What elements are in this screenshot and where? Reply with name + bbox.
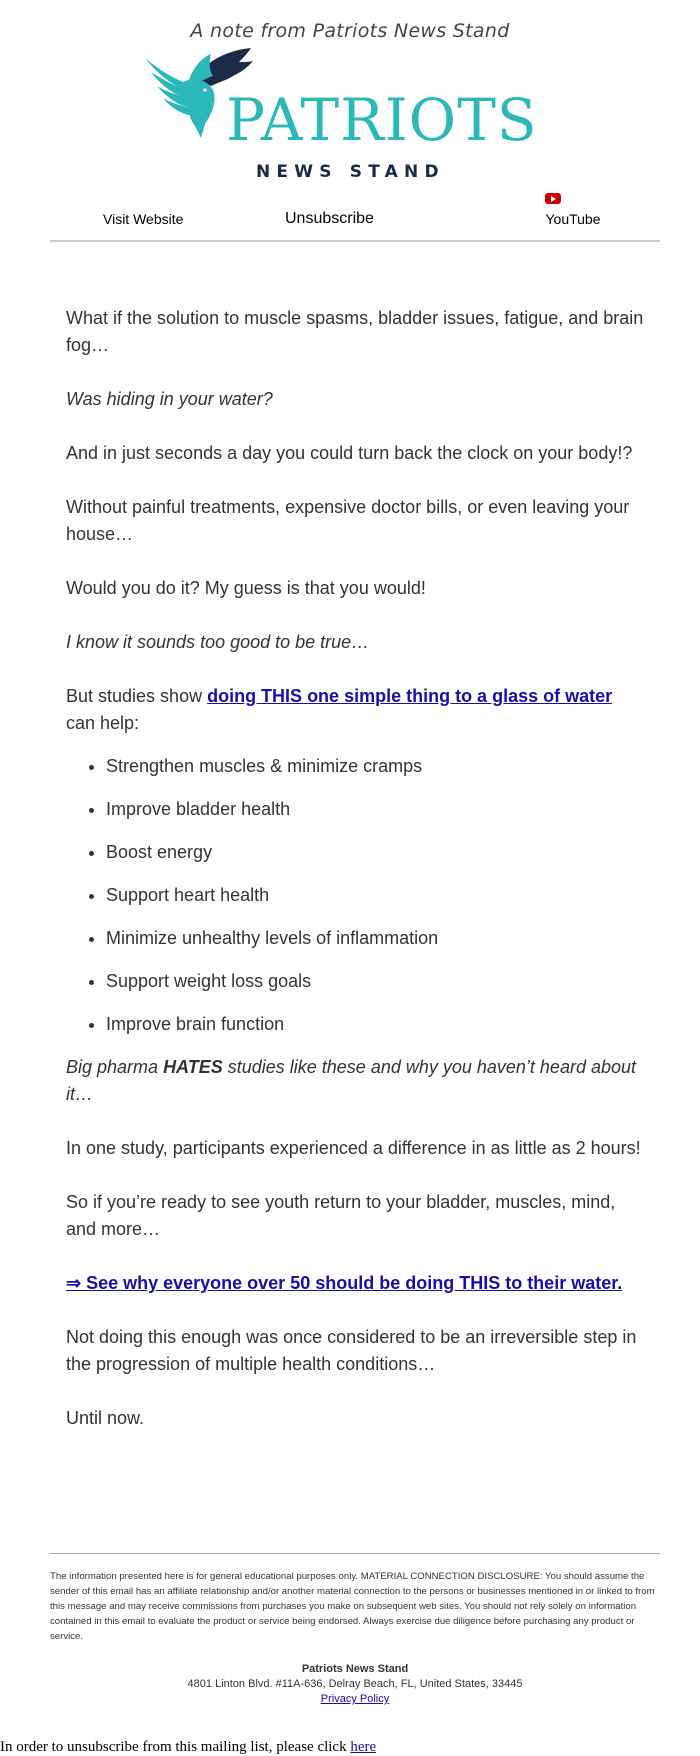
paragraph-clock: And in just seconds a day you could turn back the clock on your body!? xyxy=(66,443,633,463)
paragraph-water xyxy=(66,386,646,413)
benefit-item: • Support weight loss goals xyxy=(106,968,646,995)
unsubscribe-footer-text: In order to unsubscribe from this mailing list, please click xyxy=(0,1739,351,1755)
visit-website-link[interactable]: Visit Website xyxy=(103,211,184,227)
unsubscribe-here-link[interactable]: here xyxy=(350,1739,377,1755)
paragraph-irreversible: Not doing this enough was once considered to be an irreversible step in the progression of multiple health conditions… xyxy=(66,1327,637,1374)
cta-link[interactable]: ⇒ See why everyone over 50 should be doing THIS to their water. xyxy=(66,1273,623,1293)
privacy-policy-link[interactable]: Privacy Policy xyxy=(320,1693,390,1705)
paragraph-no-treatment: Without painful treatments, expensive doctor bills, or even leaving your house… xyxy=(66,497,630,544)
benefit-item: • Improve brain function xyxy=(106,1011,646,1038)
paragraph-until-now: Until now. xyxy=(66,1408,145,1428)
paragraph-cta xyxy=(66,1270,646,1297)
header-tagline: A note from Patriots News Stand xyxy=(190,20,510,42)
italic-water-question: Was hiding in your water? xyxy=(66,389,273,409)
company-name: Patriots News Stand xyxy=(301,1663,409,1675)
italic-big-pharma xyxy=(66,1057,636,1104)
glass-of-water-link[interactable]: doing THIS one simple thing to a glass of water xyxy=(207,686,613,706)
email-body xyxy=(66,305,646,1459)
logo-subtitle: NEWS STAND xyxy=(256,162,445,182)
benefit-item: • Minimize unhealthy levels of inflammation xyxy=(106,925,646,952)
footer-company xyxy=(0,1662,700,1707)
paragraph-studies xyxy=(66,683,646,737)
benefit-item: • Improve bladder health xyxy=(106,796,646,823)
paragraph-would-you: Would you do it? My guess is that you would! xyxy=(66,578,426,598)
eagle-eye xyxy=(203,88,206,91)
paragraph-intro: What if the solution to muscle spasms, bladder issues, fatigue, and brain fog… xyxy=(66,308,644,355)
paragraph-ready: So if you’re ready to see youth return to your bladder, muscles, mind, and more… xyxy=(66,1192,616,1239)
benefits-list xyxy=(66,753,646,1038)
youtube-link[interactable]: YouTube xyxy=(545,211,601,227)
header-nav xyxy=(50,200,660,242)
paragraph-study-result: In one study, participants experienced a difference in as little as 2 hours! xyxy=(66,1138,641,1158)
studies-pre-text: But studies show xyxy=(66,686,208,706)
big-pharma-pre: Big pharma xyxy=(66,1057,164,1077)
hates-bold: HATES xyxy=(163,1057,223,1077)
italic-too-good: I know it sounds too good to be true… xyxy=(66,632,370,652)
paragraph-big-pharma xyxy=(66,1054,646,1108)
benefit-item: • Strengthen muscles & minimize cramps xyxy=(106,753,646,780)
footer-divider xyxy=(50,1553,660,1554)
unsubscribe-link[interactable]: Unsubscribe xyxy=(285,210,374,227)
footer-disclaimer: The information presented here is for general educational purposes only. MATERIAL CONNECTION DISCLOSURE: You should assume the sender of this email has an affiliate relationship and/or another material connection to the persons or businesses mentioned in or linked to from this message and may receive commissions from purchases you make on subsequent web sites. You should not rely solely on information contained in this email to evaluate the product or service being endorsed. Always exercise due diligence before purchasing any product or service. xyxy=(50,1571,655,1642)
benefit-item: • Support heart health xyxy=(106,882,646,909)
unsubscribe-footer-line xyxy=(0,1739,376,1756)
big-pharma-post: studies like these and why you haven’t heard about it… xyxy=(66,1057,637,1104)
paragraph-too-good xyxy=(66,629,646,656)
benefit-item: • Boost energy xyxy=(106,839,646,866)
logo-wordmark: PATRIOTS xyxy=(226,86,538,154)
company-address: 4801 Linton Blvd. #11A-636, Delray Beach, FL, United States, 33445 xyxy=(187,1678,523,1690)
studies-post-text: can help: xyxy=(66,713,140,733)
patriots-news-stand-logo[interactable] xyxy=(155,48,555,183)
